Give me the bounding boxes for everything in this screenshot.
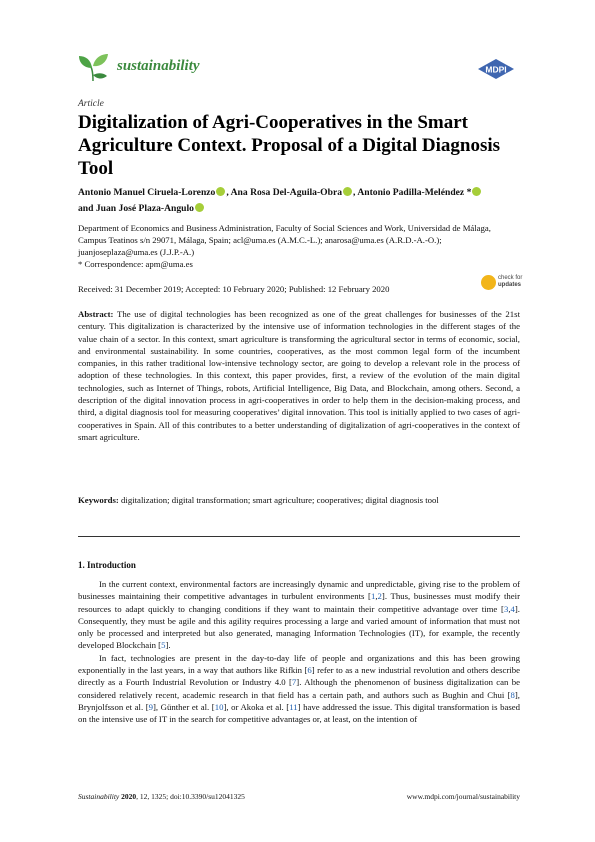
- citation-link[interactable]: 9: [148, 701, 153, 712]
- affiliation-block: [78, 222, 520, 270]
- check-updates-line1: check for: [498, 275, 523, 281]
- footer-journal: Sustainability: [78, 792, 120, 801]
- footer-citation: [78, 792, 245, 801]
- footer-doi: , 12, 1325; doi:10.3390/su12041325: [136, 792, 245, 801]
- abstract-label: Abstract:: [78, 309, 114, 319]
- body-text: [78, 578, 520, 726]
- keywords-label: Keywords:: [78, 495, 119, 505]
- citation-link[interactable]: 5: [161, 640, 166, 651]
- author-separator: ,: [353, 187, 356, 198]
- orcid-icon[interactable]: [195, 203, 204, 212]
- author-name: Ana Rosa Del-Aguila-Obra: [230, 187, 343, 198]
- footer-url[interactable]: www.mdpi.com/journal/sustainability: [406, 792, 520, 801]
- correspondence-line: * Correspondence: apm@uma.es: [78, 259, 193, 269]
- citation-link[interactable]: 10: [214, 701, 224, 712]
- affiliation-text: Department of Economics and Business Administration, Faculty of Social Sciences and Work, Universidad de Málaga, Campus Teatinos s/n 29071, Málaga, Spain; acl@uma.es (A.M.C.-L.); anarosa@uma.es (A.R.D.-A.-O.); juanjoseplaza@uma.es (J.J.P.-A.): [78, 223, 491, 257]
- citation-link[interactable]: 1: [370, 591, 376, 602]
- citation-link[interactable]: 8: [510, 689, 515, 700]
- check-for-updates-badge[interactable]: [481, 273, 523, 295]
- paragraph: In fact, technologies are present in the day-to-day life of people and organizations and this has been growing exponentially in the last years, in a way that authors like Rifkin [6] refer to as a new industrial revolution and others describe directly as a Fourth Industrial Revolution or Industry 4.0 [7]. Although the phenomenon of business digitalization can be considered relatively recent, academic research in that field has a certain path, and authors such as Bughin and Chui [8], Brynjolfsson et al. [9], Günther et al. [10], or Akoka et al. [11] have addressed the issue. This digital transformation is based on the intensive use of IT in the search for competitive advantages or, at least, on the intention of: [78, 652, 520, 725]
- abstract-block: [78, 308, 520, 443]
- author-name: Juan José Plaza-Angulo: [95, 203, 194, 214]
- article-type-label: Article: [78, 99, 104, 109]
- footer-year: 2020: [121, 792, 137, 801]
- citation-link[interactable]: 7: [291, 677, 297, 688]
- keywords-block: [78, 494, 520, 506]
- orcid-icon[interactable]: [216, 187, 225, 196]
- author-list: [78, 185, 528, 217]
- section-heading: 1. Introduction: [78, 560, 136, 570]
- orcid-icon[interactable]: [472, 187, 481, 196]
- citation-link[interactable]: 6: [307, 665, 312, 676]
- keywords-text: digitalization; digital transformation; smart agriculture; cooperatives; digital diagnosis tool: [121, 495, 439, 505]
- article-title: Digitalization of Agri-Cooperatives in the Smart Agriculture Context. Proposal of a Digital Diagnosis Tool: [78, 112, 501, 179]
- journal-leaf-logo: [77, 52, 109, 82]
- check-updates-icon: [481, 275, 496, 290]
- citation-link[interactable]: 4: [510, 603, 515, 614]
- paragraph: In the current context, environmental factors are increasingly dynamic and unpredictable, giving rise to the problem of businesses maintaining their competitive advantages in turbulent environments [1,2]. Thus, businesses must modify their resources to adapt quickly to changing conditions if they want to maintain their competitive advantage over time [3,4]. Consequently, they must be agile and this agility requires processing a large and varied amount of information that must not only be processed and interpreted but also generated, managing Information Technologies (IT), for example, the recently developed Blockchain [5].: [78, 579, 520, 651]
- citation-link[interactable]: 2: [377, 591, 382, 602]
- author-name: Antonio Manuel Ciruela-Lorenzo: [78, 187, 216, 198]
- citation-link[interactable]: 3: [503, 603, 509, 614]
- author-separator: ,: [226, 187, 229, 198]
- publisher-name: MDPI: [485, 64, 507, 75]
- author-name: Antonio Padilla-Meléndez *: [357, 187, 472, 198]
- section-divider: [78, 536, 520, 537]
- author-conjunction: and: [78, 203, 94, 214]
- check-updates-line2: updates: [498, 282, 522, 288]
- publication-dates: Received: 31 December 2019; Accepted: 10 February 2020; Published: 12 February 2020: [78, 284, 390, 294]
- mdpi-logo[interactable]: [477, 58, 515, 80]
- citation-link[interactable]: 11: [289, 701, 298, 712]
- orcid-icon[interactable]: [343, 187, 352, 196]
- journal-name[interactable]: sustainability: [117, 58, 200, 74]
- abstract-text: The use of digital technologies has been recognized as one of the great challenges for businesses of the 21st century. This digitalization is characterized by the intensive use of information technologies in the different stages of the value chain of a sector. In this context, smart agriculture is transforming the agricultural sector in terms of economic, social, and environmental sustainability. In some countries, cooperatives, as the most common legal form of the incumbent companies, in this rather traditional low-intensive technology sector, are going to develop a relevant role in the process of adoption of these technologies. In this context, this paper provides, first, a review of the evolution of the main digital technologies, such as Internet of Things, robots, Artificial Intelligence, Big Data, and Blockchain, among others. Second, a description of the digital innovation process in agri-cooperatives in order to help them in the decision-making process, and third, a digital diagnosis tool for measuring cooperatives’ digital innovation. This tool is initially applied to two cases of agri-cooperatives in Spain. All of this contributes to a better understanding of digitalization of agri-cooperatives in the context of smart agriculture.: [78, 309, 521, 442]
